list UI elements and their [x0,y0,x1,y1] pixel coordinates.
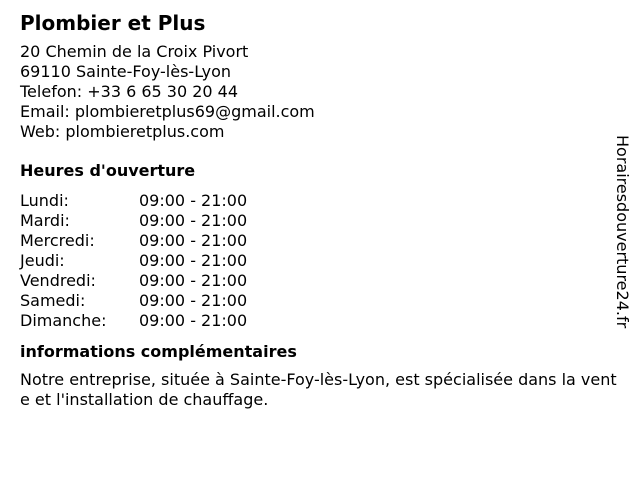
website-link[interactable]: Web: plombieretplus.com [20,122,225,141]
additional-info-text: Notre entreprise, située à Sainte-Foy-lès-Lyon, est spécialisée dans la vente et l'installation de chauffage. [20,370,617,409]
hours-row-samedi [20,291,620,311]
hours-row-lundi [20,191,620,211]
hours-time: 09:00 - 21:00 [139,311,248,330]
business-card [20,10,620,410]
site-watermark: Horairesdouverture24.fr [613,135,632,329]
hours-day: Dimanche: [20,311,107,330]
hours-row-jeudi [20,251,620,271]
opening-hours-table [20,191,620,331]
hours-time: 09:00 - 21:00 [139,191,248,210]
email-address[interactable]: Email: plombieretplus69@gmail.com [20,102,315,121]
hours-row-mardi [20,211,620,231]
hours-day: Mercredi: [20,231,95,250]
additional-info-heading: informations complémentaires [20,342,297,361]
opening-hours-heading: Heures d'ouverture [20,161,196,180]
hours-row-dimanche [20,311,620,331]
hours-time: 09:00 - 21:00 [139,271,248,290]
business-name: Plombier et Plus [20,11,206,35]
hours-time: 09:00 - 21:00 [139,231,248,250]
phone-number[interactable]: Telefon: +33 6 65 30 20 44 [20,82,239,101]
address-line-1: 20 Chemin de la Croix Pivort [20,42,249,61]
hours-time: 09:00 - 21:00 [139,211,248,230]
hours-time: 09:00 - 21:00 [139,251,248,270]
hours-day: Jeudi: [20,251,65,270]
hours-day: Mardi: [20,211,70,230]
hours-day: Vendredi: [20,271,96,290]
hours-time: 09:00 - 21:00 [139,291,248,310]
address-line-2: 69110 Sainte-Foy-lès-Lyon [20,62,232,81]
hours-day: Samedi: [20,291,86,310]
hours-day: Lundi: [20,191,69,210]
hours-row-vendredi [20,271,620,291]
hours-row-mercredi [20,231,620,251]
